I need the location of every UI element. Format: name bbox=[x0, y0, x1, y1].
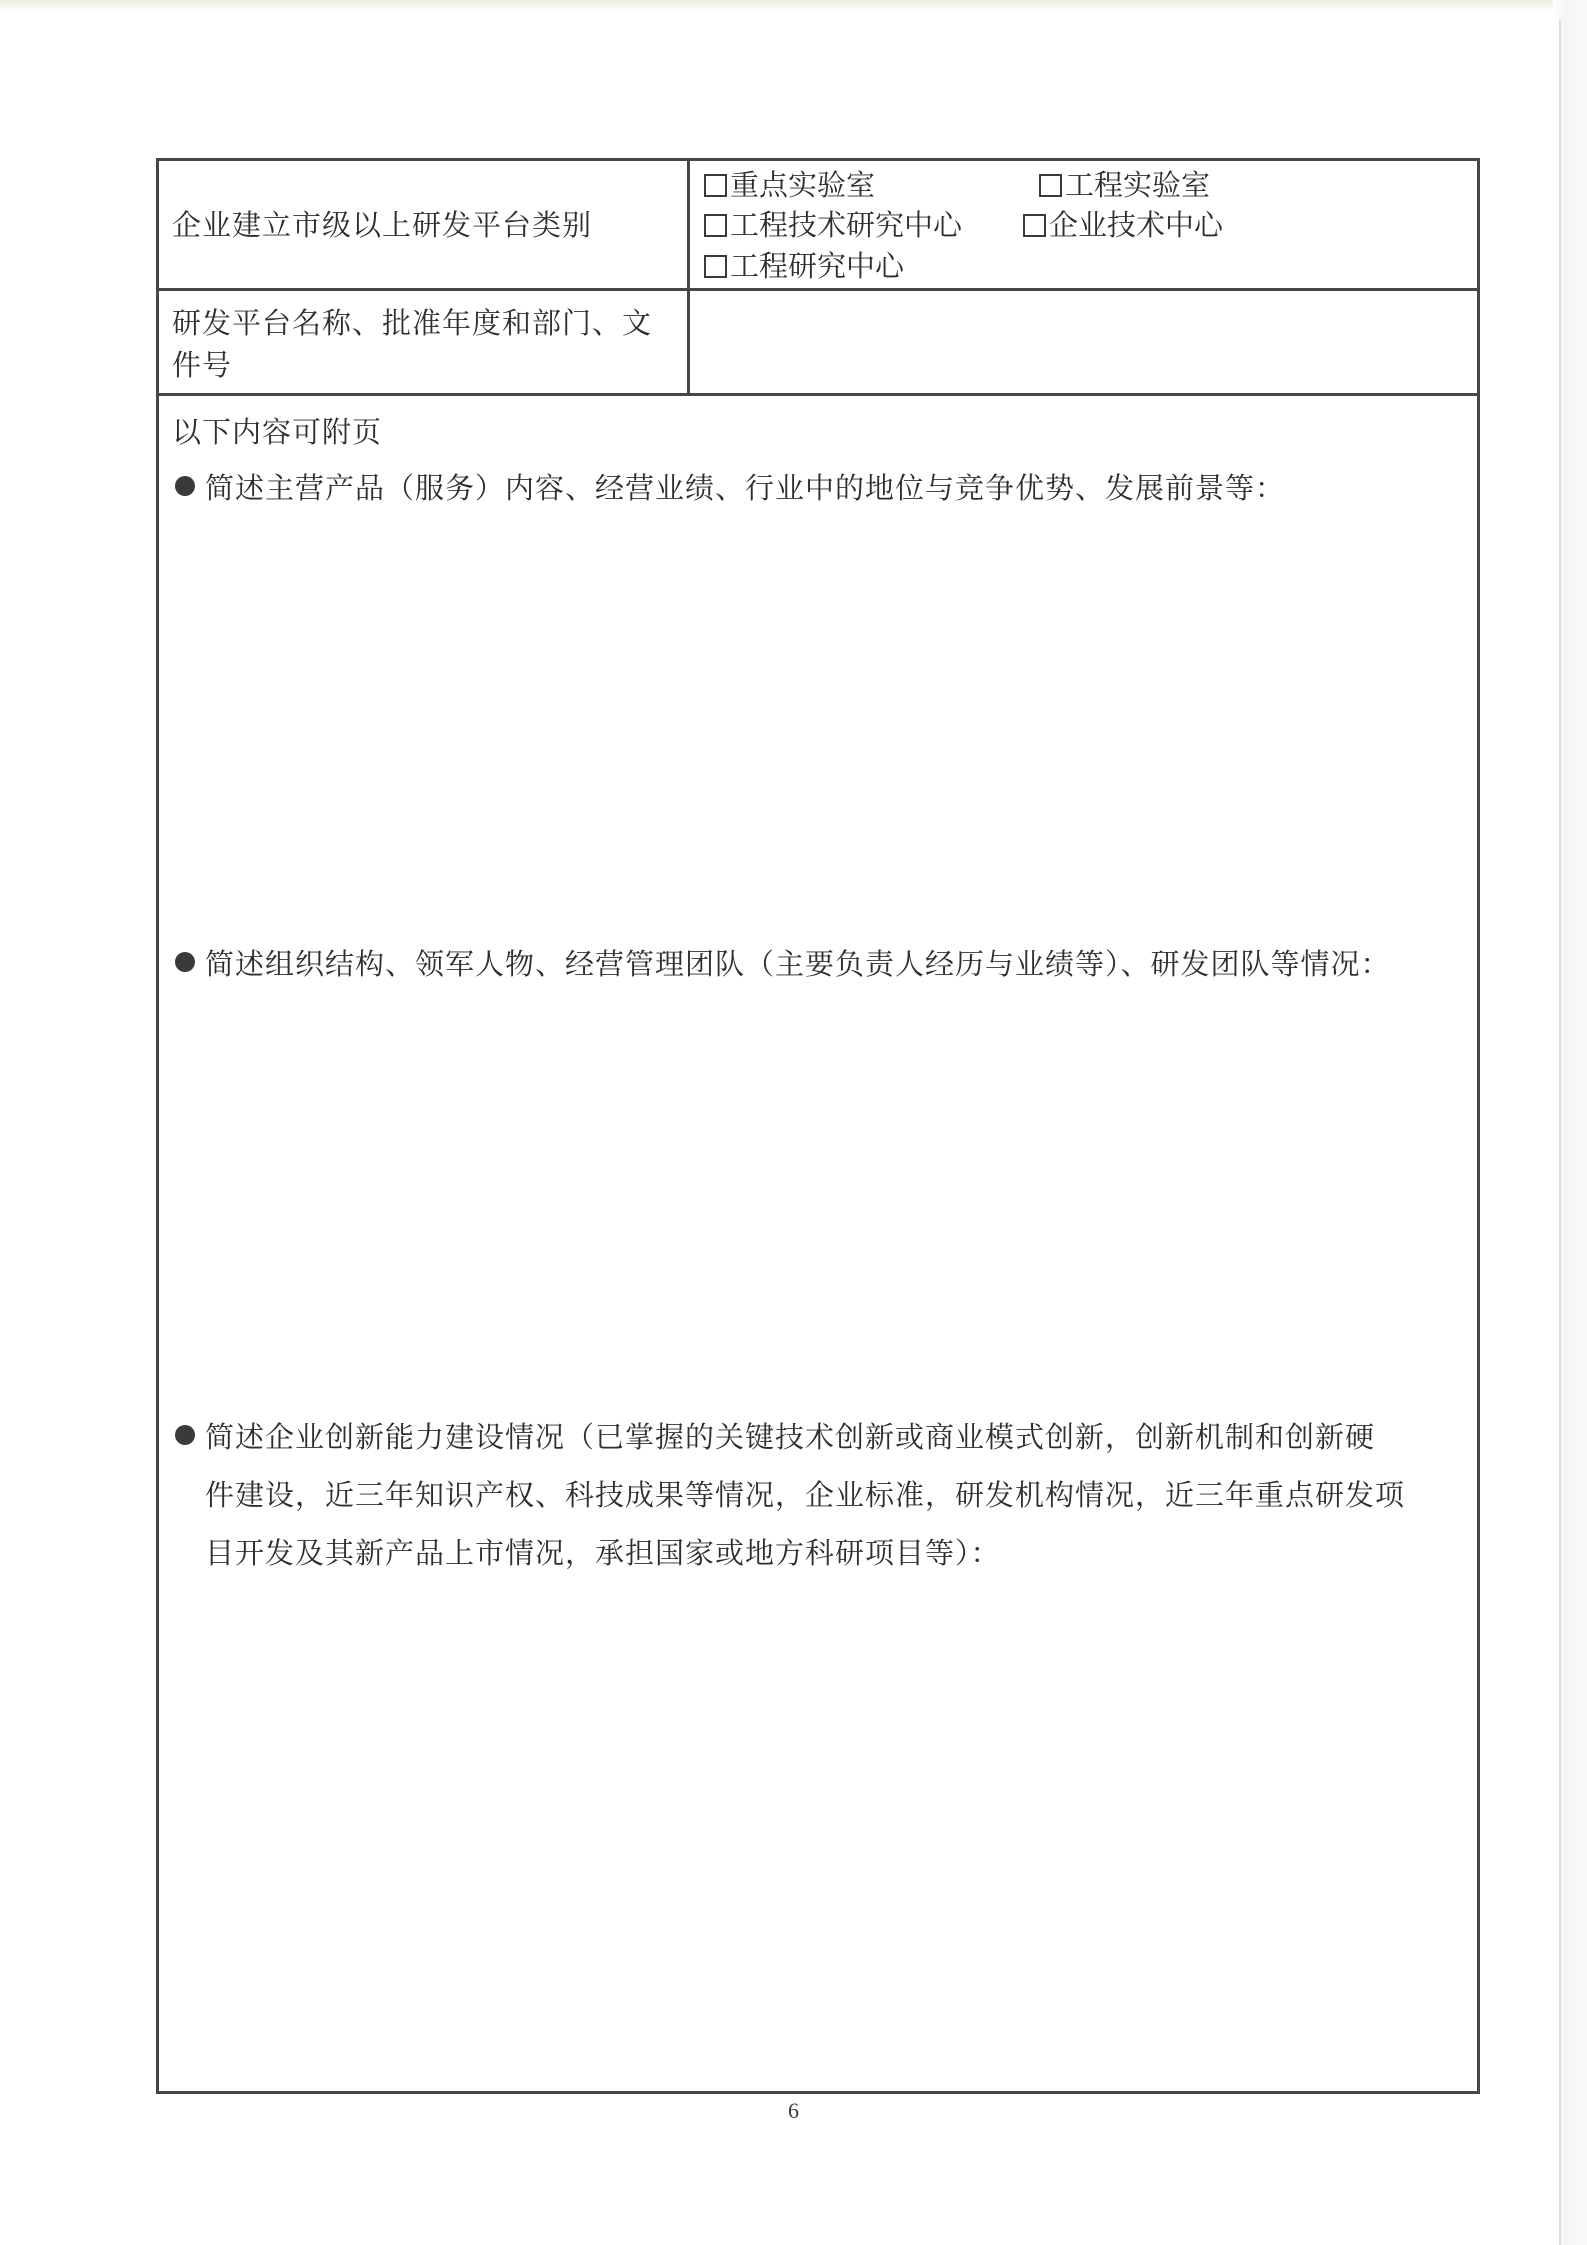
scan-page-edge-line bbox=[1559, 20, 1561, 2245]
enterprise-info-form bbox=[156, 158, 1480, 2094]
checkbox-icon[interactable] bbox=[1039, 174, 1062, 197]
checkbox-icon[interactable] bbox=[704, 214, 727, 237]
bullet-icon bbox=[175, 476, 195, 496]
bullet-icon bbox=[175, 1425, 195, 1445]
platform-category-label: 企业建立市级以上研发平台类别 bbox=[172, 208, 593, 242]
platform-name-label-line2: 件号 bbox=[172, 348, 233, 382]
scan-top-edge bbox=[0, 0, 1587, 14]
option-label: 工程技术研究中心 bbox=[730, 208, 963, 242]
list-item-text: 简述主营产品（服务）内容、经营业绩、行业中的地位与竞争优势、发展前景等： bbox=[205, 471, 1286, 505]
option-label: 工程实验室 bbox=[1065, 168, 1211, 202]
innovation-answer-area[interactable] bbox=[169, 1601, 1469, 2081]
list-item-text: 简述组织结构、领军人物、经营管理团队（主要负责人经历与业绩等）、研发团队等情况： bbox=[205, 947, 1391, 981]
option-label: 企业技术中心 bbox=[1049, 208, 1224, 242]
list-item-organization bbox=[175, 935, 1465, 993]
platform-name-label-line1: 研发平台名称、批准年度和部门、文 bbox=[172, 306, 653, 340]
page-number: 6 bbox=[788, 2098, 799, 2123]
option-engineering-laboratory[interactable] bbox=[1039, 164, 1210, 206]
checkbox-icon[interactable] bbox=[704, 255, 727, 278]
option-key-laboratory[interactable] bbox=[704, 164, 875, 206]
attachment-note: 以下内容可附页 bbox=[172, 415, 383, 449]
option-label: 重点实验室 bbox=[730, 168, 876, 202]
option-label: 工程研究中心 bbox=[730, 249, 905, 283]
list-item-text-line3: 目开发及其新产品上市情况，承担国家或地方科研项目等）： bbox=[205, 1536, 1001, 1570]
option-engineering-research-center[interactable] bbox=[704, 245, 904, 287]
platform-name-label bbox=[172, 302, 652, 386]
list-item-main-products bbox=[175, 459, 1465, 517]
checkbox-icon[interactable] bbox=[1023, 214, 1046, 237]
option-engineering-tech-research-center[interactable] bbox=[704, 204, 962, 246]
list-item-text-line2: 件建设，近三年知识产权、科技成果等情况，企业标准，研发机构情况，近三年重点研发项 bbox=[205, 1478, 1406, 1512]
list-item-innovation bbox=[175, 1408, 1475, 1582]
checkbox-icon[interactable] bbox=[704, 174, 727, 197]
list-item-text-line1: 简述企业创新能力建设情况（已掌握的关键技术创新或商业模式创新，创新机制和创新硬 bbox=[205, 1420, 1376, 1454]
option-enterprise-tech-center[interactable] bbox=[1023, 204, 1223, 246]
column-divider bbox=[687, 161, 690, 393]
row-divider-1 bbox=[159, 288, 1477, 291]
platform-name-field[interactable] bbox=[699, 301, 1469, 385]
bullet-icon bbox=[175, 952, 195, 972]
row-divider-2 bbox=[159, 393, 1477, 396]
